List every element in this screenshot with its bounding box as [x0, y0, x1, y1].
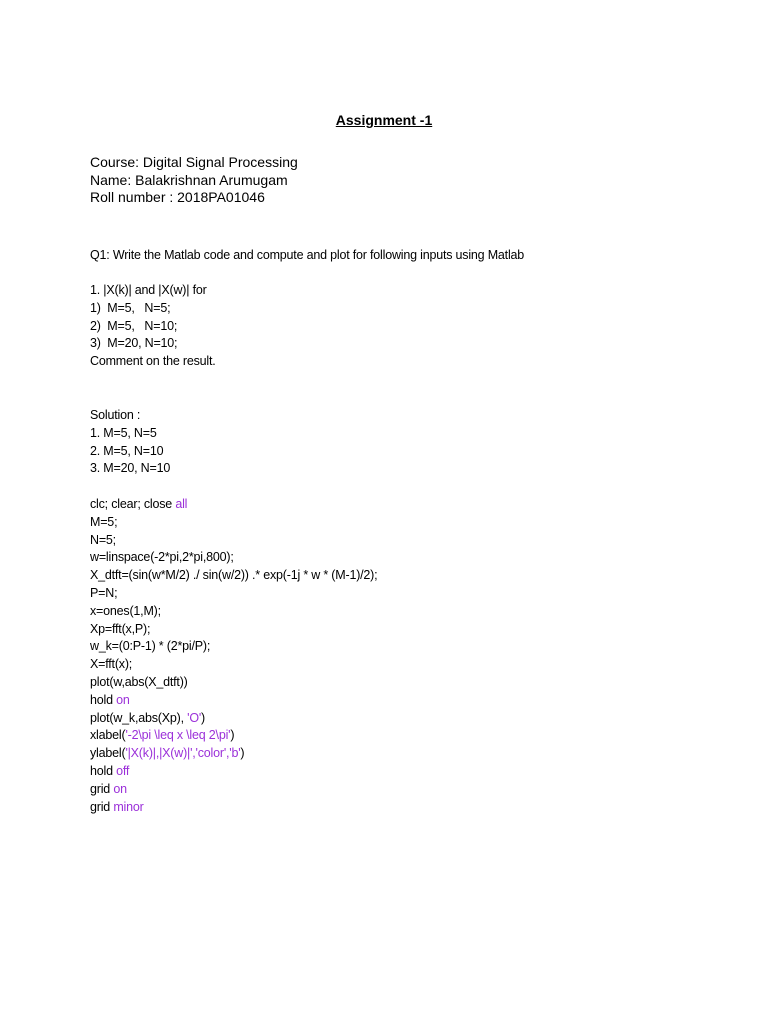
code-line: w_k=(0:P-1) * (2*pi/P); [90, 639, 211, 654]
question-item: 1. |X(k)| and |X(w)| for [90, 283, 207, 297]
code-line: plot(w_k,abs(Xp), 'O') [90, 710, 206, 725]
code-line: hold on [90, 692, 130, 707]
code-string: '-2\pi \leq x \leq 2\pi' [125, 728, 231, 743]
question-item: 3) M=20, N=10; [90, 336, 178, 351]
code-keyword: minor [113, 799, 144, 814]
solution-item: 1. M=5, N=5 [90, 425, 157, 440]
code-line: xlabel('-2\pi \leq x \leq 2\pi') [90, 728, 235, 743]
matlab-code [90, 496, 377, 816]
code-line: X=fft(x); [90, 657, 133, 672]
code-string: '|X(k)|,|X(w)|','color','b' [125, 746, 241, 761]
code-line: plot(w,abs(X_dtft)) [90, 674, 188, 689]
code-line: ylabel('|X(k)|,|X(w)|','color','b') [90, 746, 245, 761]
solution-item: 3. M=20, N=10 [90, 461, 171, 476]
code-line: grid on [90, 781, 127, 796]
student-info [90, 152, 298, 206]
document-title: Assignment -1 [335, 112, 433, 128]
question-item: 2) M=5, N=10; [90, 318, 178, 333]
code-line: P=N; [90, 585, 118, 600]
solution-block [90, 407, 170, 478]
code-line: X_dtft=(sin(w*M/2) ./ sin(w/2)) .* exp(-1j * w * (M-1)/2); [90, 568, 378, 583]
code-string: 'O' [187, 710, 202, 725]
code-line: w=linspace(-2*pi,2*pi,800); [90, 550, 234, 565]
code-line: N=5; [90, 532, 116, 547]
question-line: Q1: Write the Matlab code and compute and plot for following inputs using Matlab [90, 248, 525, 262]
solution-item: 2. M=5, N=10 [90, 443, 164, 458]
code-line: x=ones(1,M); [90, 603, 161, 618]
code-line: Xp=fft(x,P); [90, 621, 151, 636]
code-keyword: off [116, 763, 130, 778]
question-item: Comment on the result. [90, 354, 216, 369]
course-line: Course: Digital Signal Processing [90, 154, 298, 170]
solution-heading: Solution : [90, 408, 141, 422]
roll-number-line: Roll number : 2018PA01046 [90, 189, 265, 205]
code-line: hold off [90, 763, 130, 778]
code-keyword: on [116, 692, 130, 707]
question-text [90, 247, 524, 265]
code-keyword: on [113, 781, 127, 796]
question-items [90, 282, 216, 371]
code-line: clc; clear; close all [90, 497, 188, 511]
code-line: M=5; [90, 514, 118, 529]
code-keyword: all [175, 497, 188, 511]
code-line: grid minor [90, 799, 144, 814]
question-item: 1) M=5, N=5; [90, 300, 171, 315]
name-line: Name: Balakrishnan Arumugam [90, 172, 288, 188]
